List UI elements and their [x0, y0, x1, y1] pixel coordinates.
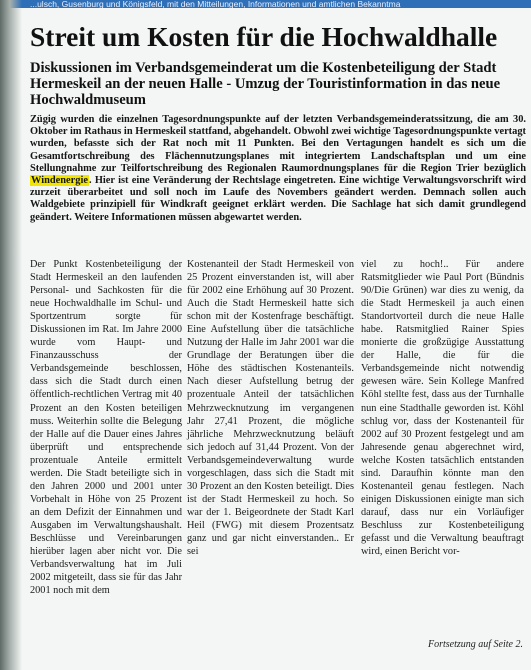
lead-text-before: Zügig wurden die einzelnen Tagesordnungspunkte auf der letzten Verbandsgemeinderatssitzung, die am 30. Oktober im Rathaus in Hermeskeil stattfand, abgehandelt. Obwohl zwei wichtige Tagesordnungspunkte vertagt wurden, befasste sich der Rat noch mit 11 Punkten. Bei den Vertagungen handelt es sich um die Gesamtfortschreibung des Flächennutzungsplanes mit integriertem Landschaftsplan und um eine Stellungnahme zur Teilfortschreibung des Regionalen Raumordnungsplanes für die Region Trier bezüglich	[30, 114, 526, 174]
scan-shadow	[0, 0, 22, 670]
lead-text-after: . Hier ist eine Veränderung der Rechtslage eingetreten. Eine wichtige Verwaltungsvorschrift wird zurzeit überarbeitet und soll noch im Laufe des Novembers geändert werden. Demnach sollen auch Waldgebiete prinzipiell für Windkraft geeignet erklärt werden. Die Sachlage hat sich damit grundlegend geändert. Weitere Informationen müssen abgewartet werden.	[30, 175, 526, 223]
body-column-3: viel zu hoch!.. Für andere Ratsmitglieder wie Paul Port (Bündnis 90/Die Grünen) war dies zu wenig, da die Stadt Hermeskeil ja auch einen Standortvorteil durch die neue Halle habe. Ratsmitglied Rainer Spies monierte die großzügige Ausstattung der Halle, die für die Verbandsgemeinde nicht notwendig gewesen wäre. Sein Kollege Manfred Köhl stellte fest, dass aus der Turnhalle nun eine Stadthalle geworden ist. Köhl schlug vor, dass der Kostenanteil für 2002 auf 30 Prozent festgelegt und am Jahresende genau abgerechnet wird, welche Kosten tatsächlich entstanden sind. Daraufhin könnte man den Kostenanteil genau festlegen. Nach einigen Diskussionen einigte man sich darauf, dass nur ein Vorläufiger Beschluss zur Kostenbeteiligung gefasst und die Verwaltung beauftragt wird, einen Bericht vor-	[361, 259, 524, 558]
top-strip: ...ulsch, Gusenburg und Königsfeld, mit den Mitteilungen, Informationen und amtlichen Bekanntma	[0, 0, 531, 8]
subhead: Diskussionen im Verbandsgemeinderat um die Kostenbeteiligung der Stadt Hermeskeil an der neuen Halle - Umzug der Touristinformation in das neue Hochwaldmuseum	[30, 60, 501, 108]
body-column-1: Der Punkt Kostenbeteiligung der Stadt Hermeskeil an den laufenden Personal- und Sachkosten für die neue Hochwaldhalle im Schul- und Sportzentrum sorgte für Diskussionen im Rat. Im Jahre 2000 wurde vom Haupt- und Finanzausschuss der Verbandsgemeinde beschlossen, dass sich die Stadt durch einen öffentlich-rechtlichen Vertrag mit 40 Prozent an den Kosten beteiligen muss. Weiterhin sollte die Belegung der Halle auf die Dauer eines Jahres überprüft und entsprechende prozentuale Anteile ermittelt werden. Die Stadt beteiligte sich in den Jahren 2000 und 2001 unter Vorbehalt in Höhe von 25 Prozent an dem Defizit der Einnahmen und Ausgaben im Verwaltungshaushalt. Beschlüsse und Vereinbarungen hierüber lagen aber nicht vor. Die Verbandsverwaltung hat im Juli 2002 mitgeteilt, dass sie für das Jahr 2001 noch mit dem	[30, 259, 182, 597]
highlighted-term: Windenergie	[31, 175, 88, 187]
body-column-2: Kostenanteil der Stadt Hermeskeil von 25 Prozent einverstanden ist, will aber für 2002 eine Erhöhung auf 30 Prozent. Auch die Stadt Hermeskeil hatte sich schon mit der Kostenfrage beschäftigt. Eine Aufstellung über die tatsächliche Nutzung der Halle im Jahr 2001 war die Grundlage der Beratungen über die Höhe des städtischen Kostenanteils. Nach dieser Aufstellung betrug der prozentuale Anteil der tatsächlichen Mehrzwecknutzung im vergangenen Jahr 27,41 Prozent, die mögliche jährliche Mehrzwecknutzung beläuft sich jedoch auf 31,44 Prozent. Von der Verbandsgemeindeverwaltung wurde vorgeschlagen, dass sich die Stadt mit 30 Prozent an den Kosten beteiligt. Dies ist der Stadt Hermeskeil zu hoch. So war der 1. Beigeordnete der Stadt Karl Heil (FWG) mit diesem Prozentsatz ganz und gar nicht einverstanden.. Er sei	[187, 259, 354, 558]
headline: Streit um Kosten für die Hochwaldhalle	[30, 21, 498, 52]
continuation-note: Fortsetzung auf Seite 2.	[428, 639, 523, 650]
lead-paragraph	[30, 114, 526, 224]
